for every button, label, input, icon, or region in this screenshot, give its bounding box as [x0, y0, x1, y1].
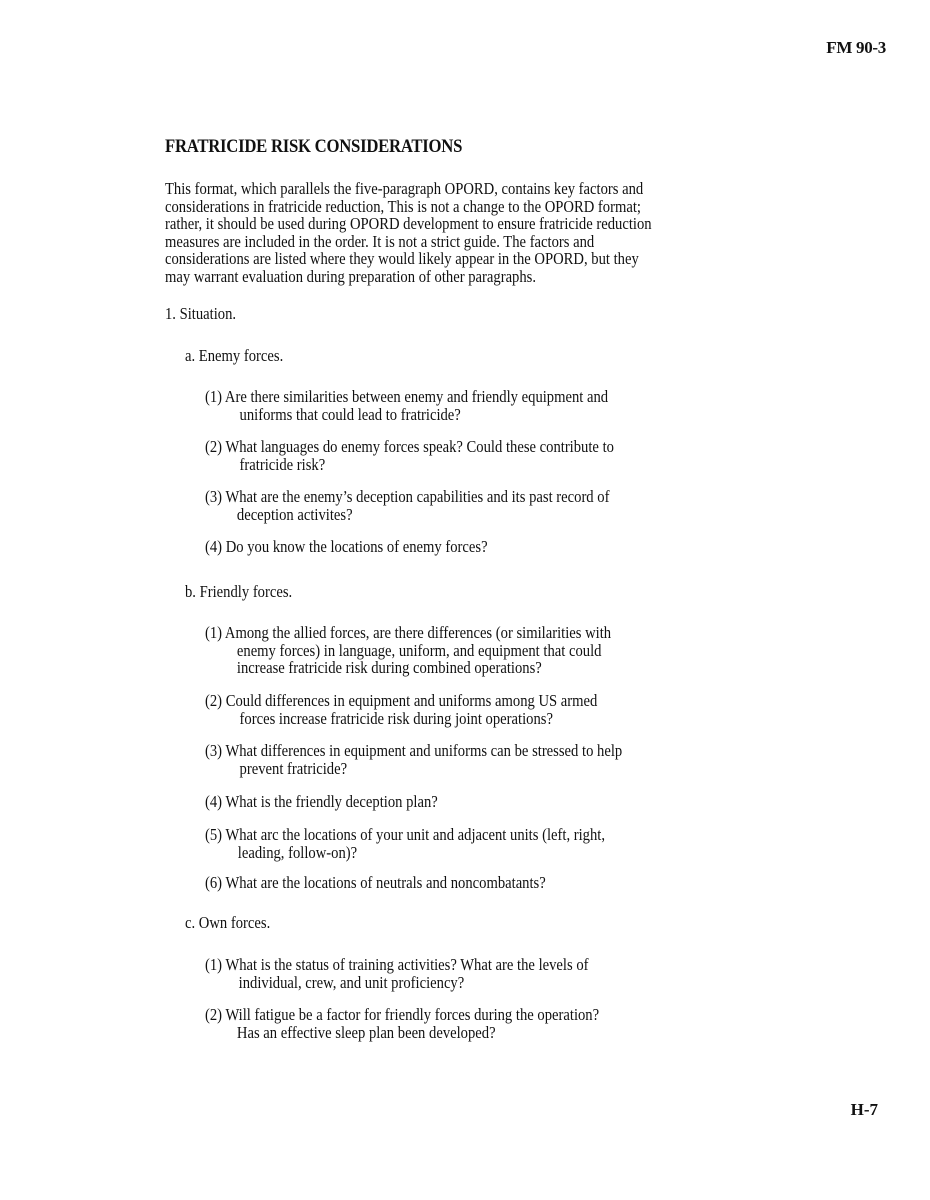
item-number: (3) [205, 741, 223, 760]
item-text-line1: Are there similarities between enemy and friendly equipment and [224, 387, 609, 406]
item-number: (1) [205, 955, 223, 974]
item-number: (5) [205, 825, 223, 844]
item-number: (4) [205, 537, 223, 556]
item-text-line3: increase fratricide risk during combined operations? [236, 658, 542, 677]
item-text-line2: individual, crew, and unit proficiency? [238, 972, 465, 992]
list-item [205, 388, 608, 423]
item-text-line2: prevent fratricide? [239, 758, 348, 778]
item-text-line1: Among the allied forces, are there differences (or similarities with [224, 623, 612, 642]
list-item [205, 826, 605, 861]
list-item [205, 488, 609, 523]
list-item [205, 793, 438, 811]
item-text-line1: What are the enemy’s deception capabilities and its past record of [225, 487, 610, 506]
item-text-line1: What is the status of training activities? What are the levels of [225, 955, 589, 974]
list-item [205, 1006, 599, 1041]
item-number: (2) [205, 437, 223, 456]
list-item [205, 956, 589, 991]
item-number: (2) [205, 1005, 223, 1024]
subsection-enemy-forces-heading: a. Enemy forces. [185, 346, 284, 365]
item-text-line1: Will fatigue be a factor for friendly forces during the operation? [225, 1005, 600, 1024]
list-item [205, 692, 597, 727]
item-text-line2: uniforms that could lead to fratricide? [239, 404, 461, 424]
document-id: FM 90-3 [826, 38, 886, 57]
item-number: (4) [205, 792, 223, 811]
page-title: FRATRICIDE RISK CONSIDERATIONS [165, 136, 463, 157]
list-item [205, 624, 611, 677]
item-text-line2: enemy forces) in language, uniform, and equipment that could [236, 640, 602, 660]
intro-paragraph [165, 180, 657, 285]
item-number: (1) [205, 387, 223, 406]
item-number: (3) [205, 487, 223, 506]
item-text-line2: Has an effective sleep plan been developed? [236, 1022, 496, 1042]
list-item [205, 742, 622, 777]
list-item [205, 438, 614, 473]
item-text-line1: What differences in equipment and uniforms can be stressed to help [225, 741, 623, 760]
item-text-line1: What languages do enemy forces speak? Could these contribute to [225, 437, 614, 456]
subsection-friendly-forces-heading: b. Friendly forces. [185, 582, 293, 601]
item-text-line2: fratricide risk? [239, 454, 326, 474]
item-text-line2: forces increase fratricide risk during joint operations? [239, 708, 553, 728]
item-text-line1: What arc the locations of your unit and adjacent units (left, right, [225, 825, 606, 844]
section-situation-heading: 1. Situation. [165, 304, 237, 323]
list-item [205, 538, 488, 556]
item-text-line2: leading, follow-on)? [237, 842, 358, 862]
item-text-line1: What is the friendly deception plan? [225, 792, 438, 811]
item-number: (2) [205, 691, 223, 710]
intro-text: This format, which parallels the five-paragraph OPORD, contains key factors and considerations in fratricide reduction, This is not a change to the OPORD format; rather, it should be used during OPORD development to ensure fratricide reduction measures are included in the order. It is not a strict guide. The factors and considerations are listed where they would likely appear in the OPORD, but they may warrant evaluation during preparation of other paragraphs. [165, 179, 652, 286]
item-number: (1) [205, 623, 223, 642]
item-number: (6) [205, 873, 223, 892]
item-text-line1: What are the locations of neutrals and noncombatants? [225, 873, 546, 892]
list-item [205, 874, 546, 892]
item-text-line1: Do you know the locations of enemy forces? [225, 537, 488, 556]
item-text-line2: deception activites? [236, 504, 353, 524]
subsection-own-forces-heading: c. Own forces. [185, 913, 271, 932]
item-text-line1: Could differences in equipment and uniforms among US armed [225, 691, 598, 710]
page-number: H-7 [850, 1100, 878, 1119]
